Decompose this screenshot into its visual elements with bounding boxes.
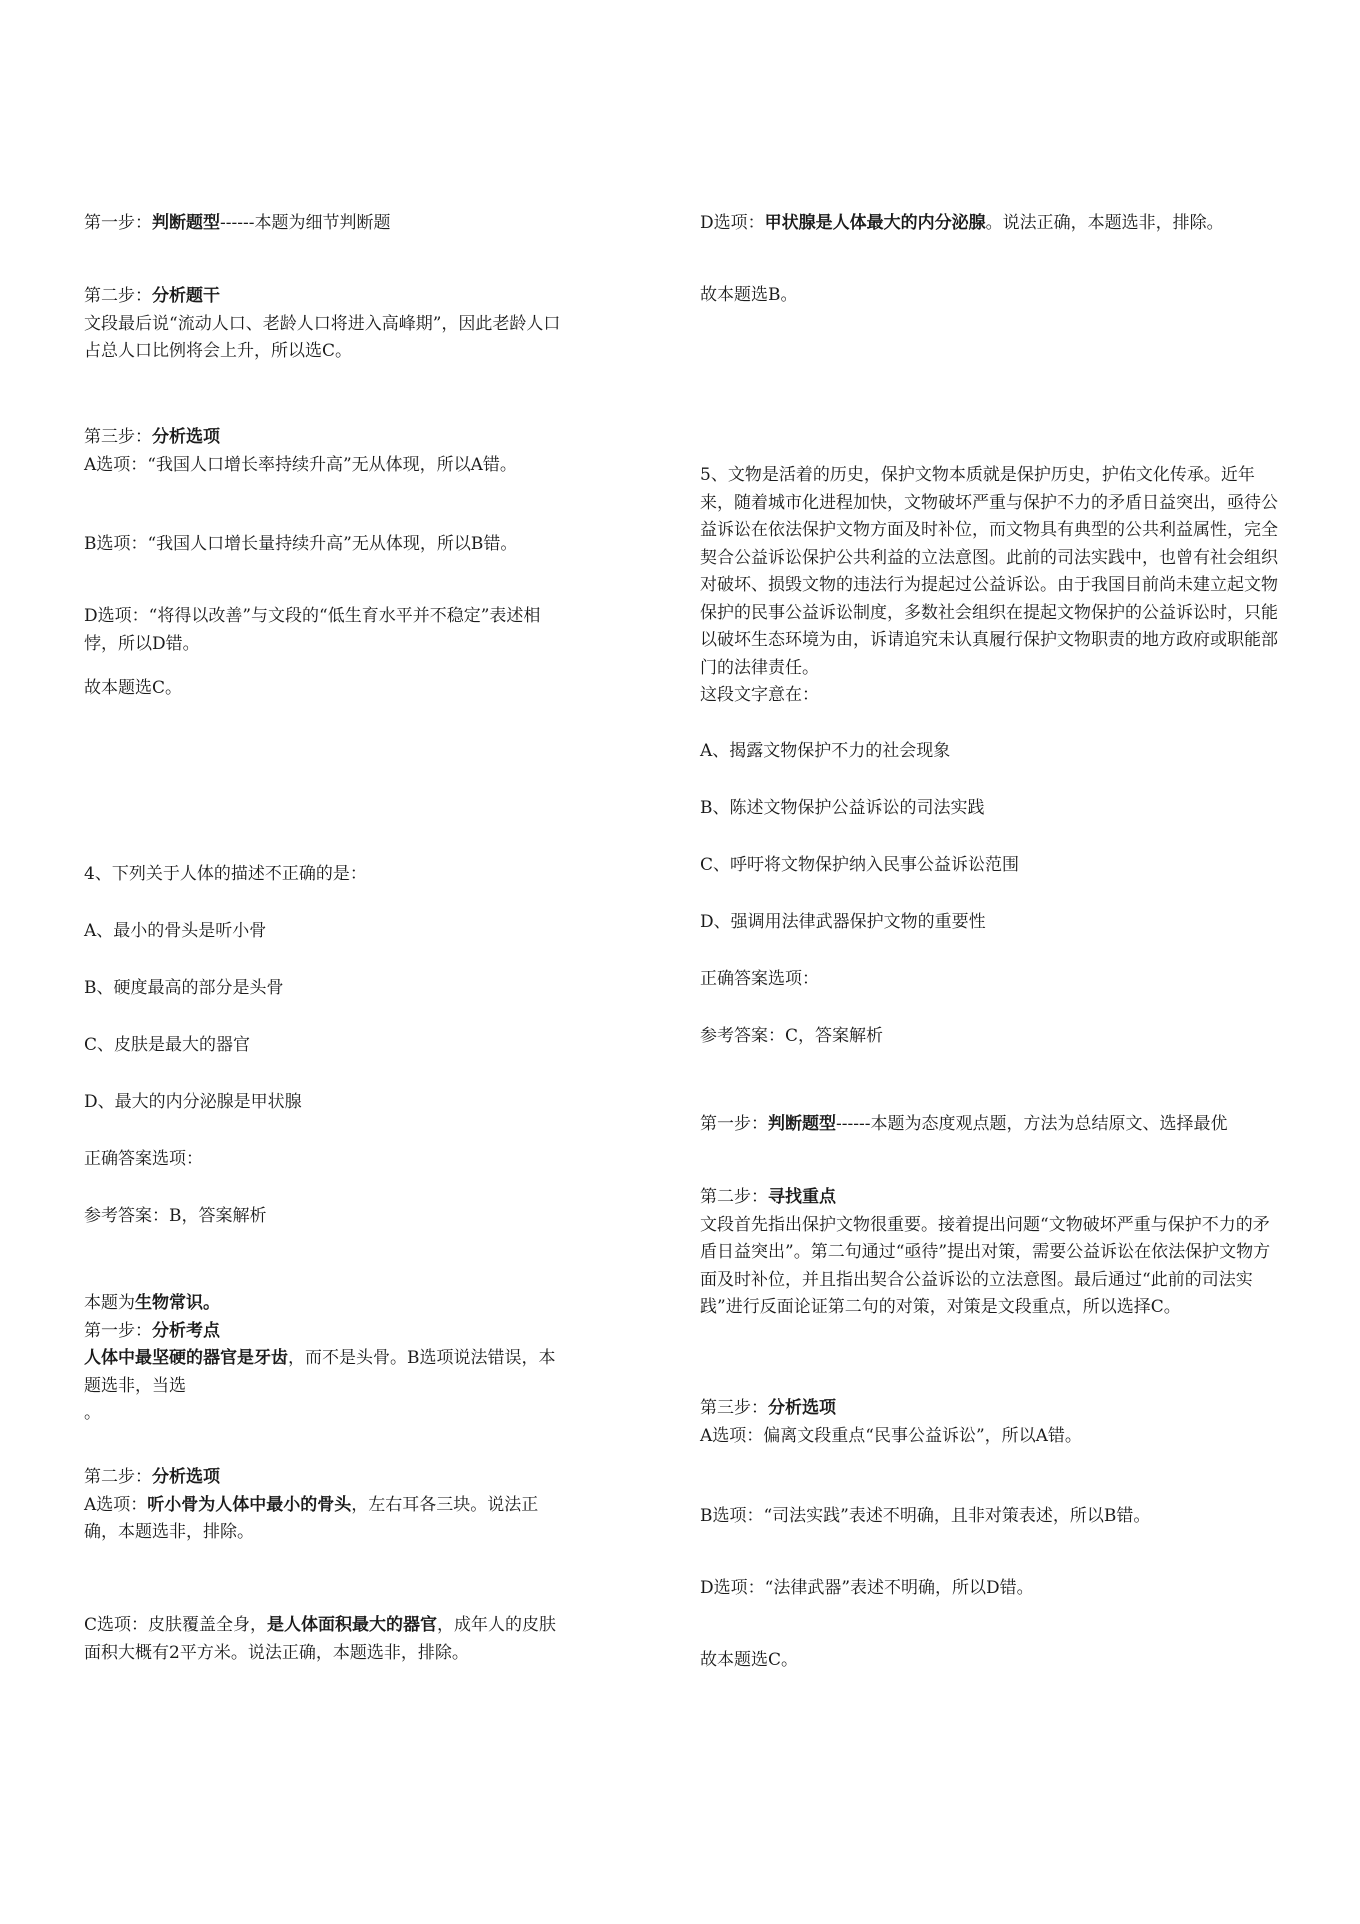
- q3-step1: [84, 210, 566, 238]
- q5-step2-heading-prefix: 第二步：: [700, 1187, 768, 1207]
- q5-option-a-analysis: A选项：偏离文段重点“民事公益诉讼”，所以A错。: [700, 1425, 1082, 1446]
- q4-option-a-prefix: A选项：: [84, 1494, 148, 1515]
- q4-step1-text-tail: 。: [84, 1403, 101, 1424]
- q5-option-d-analysis: D选项：“法律武器”表述不明确，所以D错。: [700, 1578, 1034, 1598]
- q5-reference: 参考答案：C，答案解析: [700, 1026, 884, 1046]
- q4-option-d-bold: 甲状腺是人体最大的内分泌腺: [764, 213, 986, 233]
- q4-intro: [84, 1290, 566, 1318]
- q5-step2-heading: [700, 1184, 1280, 1212]
- q4-option-c: C、皮肤是最大的器官: [84, 1035, 251, 1055]
- q4-step1-heading: [84, 1318, 566, 1346]
- q4-step2: [84, 1464, 566, 1547]
- q5-option-c: C、呼吁将文物保护纳入民事公益诉讼范围: [700, 855, 1020, 875]
- q3-option-b: B选项：“我国人口增长量持续升高”无从体现，所以B错。: [84, 534, 518, 554]
- q5-step2-text: 文段首先指出保护文物很重要。接着提出问题“文物破坏严重与保护不力的矛盾日益突出”。第二句通过“亟待”提出对策，需要公益诉讼在依法保护文物方面及时补位，并且指出契合公益诉讼的立法意图。最后通过“此前的司法实践”进行反面论证第二句的对策，对策是文段重点，所以选择C。: [700, 1214, 1271, 1318]
- q4-option-c-bold: 是人体面积最大的器官: [267, 1615, 438, 1635]
- q3-step3-heading: [84, 424, 566, 452]
- q4-intro-prefix: 本题为: [84, 1293, 135, 1313]
- q5-step1-suffix: ------本题为态度观点题，方法为总结原文、选择最优: [836, 1114, 1228, 1134]
- q3-step3-heading-prefix: 第三步：: [84, 427, 152, 447]
- q4-answer-label: 正确答案选项：: [84, 1149, 203, 1169]
- q4-option-d-analysis: [700, 210, 1280, 238]
- q4-option-c-prefix: C选项：皮肤覆盖全身，: [84, 1615, 268, 1635]
- q3-option-a: A选项：“我国人口增长率持续升高”无从体现，所以A错。: [84, 454, 517, 475]
- q4-analysis: [84, 1290, 566, 1428]
- q4-step2-heading: [84, 1464, 566, 1492]
- q5-passage: 5、文物是活着的历史，保护文物本质就是保护历史，护佑文化传承。近年来，随着城市化进程加快，文物破坏严重与保护不力的矛盾日益突出，亟待公益诉讼在依法保护文物方面及时补位，而文物具有典型的公共利益属性，完全契合公益诉讼保护公共利益的立法意图。此前的司法实践中，也曾有社会组织对破坏、损毁文物的违法行为提起过公益诉讼。由于我国目前尚未建立起文物保护的民事公益诉讼制度，多数社会组织在提起文物保护的公益诉讼时，只能以破坏生态环境为由，诉请追究未认真履行保护文物职责的地方政府或职能部门的法律责任。: [700, 465, 1278, 678]
- left-column: [84, 0, 566, 1924]
- q4-step1-text-rest: ，而不是头骨。B选项说法错误，本题选非，当选: [84, 1348, 556, 1396]
- q5-step3: [700, 1395, 1280, 1450]
- q4-step1-text-bold: 人体中最坚硬的器官是牙齿: [84, 1348, 288, 1369]
- q3-step2-heading-bold: 分析题干: [152, 286, 220, 306]
- q5-step3-heading: [700, 1395, 1280, 1423]
- q3-step2-heading-prefix: 第二步：: [84, 286, 152, 306]
- q4-option-d-rest: 。说法正确，本题选非，排除。: [985, 213, 1224, 233]
- q4-option-d: D、最大的内分泌腺是甲状腺: [84, 1092, 302, 1112]
- q3-step3-heading-bold: 分析选项: [152, 427, 220, 447]
- q5-option-b-analysis: B选项：“司法实践”表述不明确，且非对策表述，所以B错。: [700, 1506, 1151, 1526]
- q5-step2: [700, 1184, 1280, 1322]
- q4-option-c-analysis: [84, 1612, 566, 1667]
- q5-step2-heading-bold: 寻找重点: [768, 1187, 836, 1207]
- q4-step1-text: [84, 1345, 566, 1428]
- q3-option-d: D选项：“将得以改善”与文段的“低生育水平并不稳定”表述相悖，所以D错。: [84, 606, 541, 654]
- q3-step2: [84, 283, 566, 366]
- q4-reference: 参考答案：B，答案解析: [84, 1206, 267, 1226]
- q5-answer-label: 正确答案选项：: [700, 969, 819, 989]
- q4-step1-prefix: 第一步：: [84, 1320, 152, 1341]
- q5-option-d: D、强调用法律武器保护文物的重要性: [700, 912, 986, 932]
- q4-option-c-rest: ，成年人的皮肤面积大概有2平方米。说法正确，本题选非，排除。: [84, 1615, 557, 1663]
- q3-step1-prefix: 第一步：: [84, 213, 152, 233]
- q4-intro-bold: 生物常识。: [135, 1293, 220, 1313]
- q3-step3: [84, 424, 566, 479]
- q4-stem: 4、下列关于人体的描述不正确的是：: [84, 864, 367, 884]
- q5-conclusion: 故本题选C。: [700, 1650, 799, 1670]
- q4-option-d-prefix: D选项：: [700, 213, 765, 233]
- q3-conclusion: 故本题选C。: [84, 678, 183, 698]
- q4-option-a-bold: 听小骨为人体中最小的骨头: [147, 1494, 352, 1515]
- q4-option-a: A、最小的骨头是听小骨: [84, 921, 267, 941]
- q3-step2-text: 文段最后说“流动人口、老龄人口将进入高峰期”，因此老龄人口占总人口比例将会上升，所以选C。: [84, 313, 561, 362]
- right-column: [700, 0, 1280, 1924]
- q3-step2-heading: [84, 283, 566, 311]
- q4-option-a-analysis: [84, 1492, 566, 1547]
- q4-step2-prefix: 第二步：: [84, 1467, 152, 1487]
- q4-step1-bold: 分析考点: [152, 1320, 220, 1341]
- q5-step1-bold: 判断题型: [768, 1114, 836, 1134]
- q5-option-a: A、揭露文物保护不力的社会现象: [700, 741, 951, 761]
- q5-step1-prefix: 第一步：: [700, 1114, 768, 1134]
- q5-step1: [700, 1111, 1280, 1139]
- q4-conclusion: 故本题选B。: [700, 285, 798, 305]
- q3-step1-suffix: ------本题为细节判断题: [220, 213, 391, 233]
- q5-question: 这段文字意在：: [700, 685, 819, 705]
- q5-step3-heading-bold: 分析选项: [768, 1398, 836, 1418]
- q4-step2-bold: 分析选项: [152, 1467, 220, 1487]
- q3-step1-bold: 判断题型: [152, 213, 220, 233]
- q5-option-b: B、陈述文物保护公益诉讼的司法实践: [700, 798, 985, 818]
- q4-option-b: B、硬度最高的部分是头骨: [84, 978, 284, 998]
- q5-step3-heading-prefix: 第三步：: [700, 1398, 768, 1418]
- q4-option-a-rest: ，左右耳各三块。说法正确，本题选非，排除。: [84, 1494, 539, 1543]
